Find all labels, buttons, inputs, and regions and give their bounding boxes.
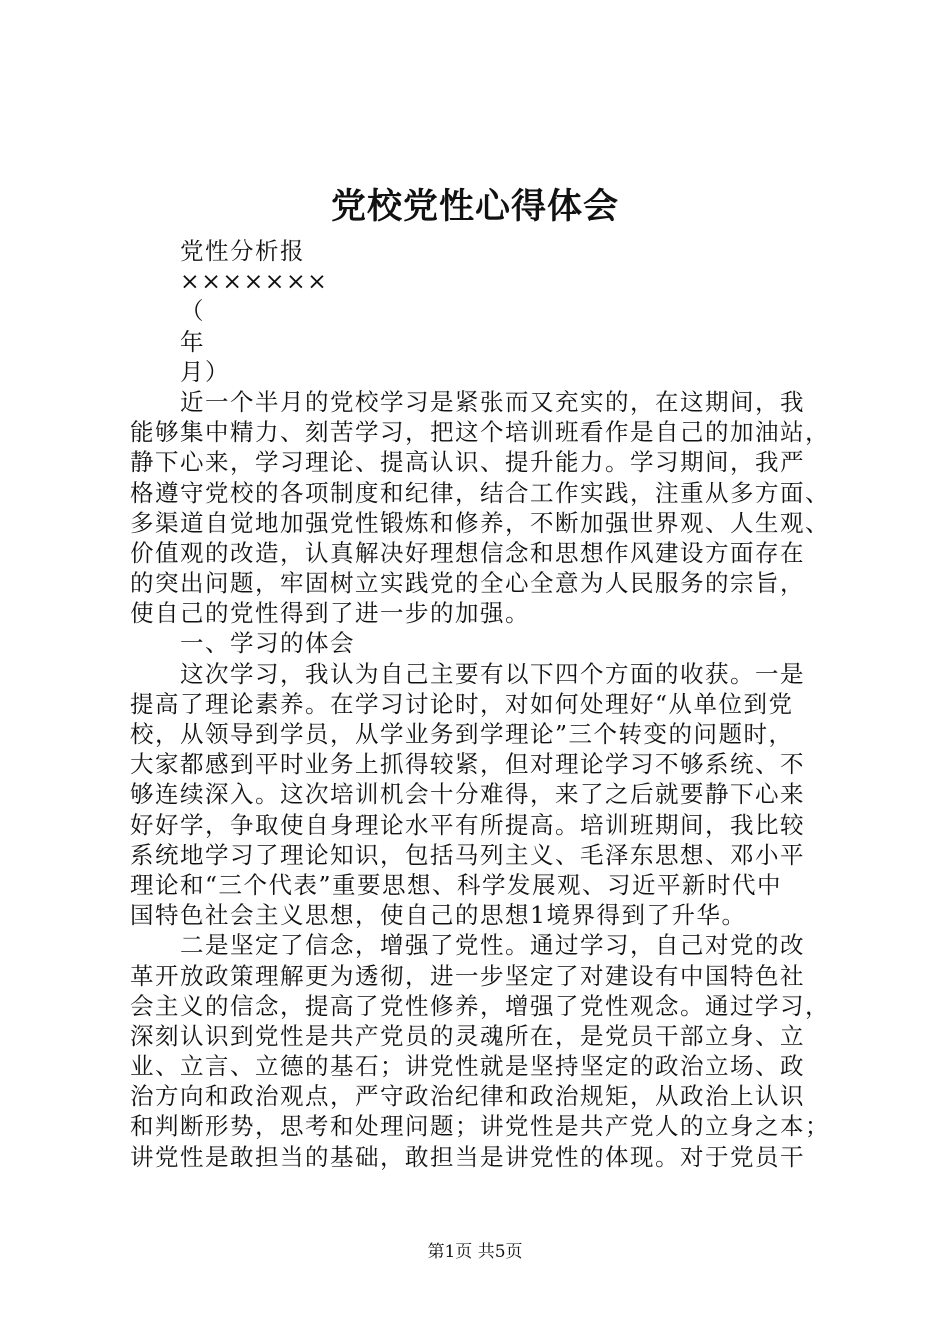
document-title: 党校党性心得体会 (330, 186, 619, 227)
text-line: 革开放政策理解更为透彻，进一步坚定了对建设有中国特色社 (130, 961, 805, 990)
text-line: 多渠道自觉地加强党性锻炼和修养，不断加强世界观、人生观、 (130, 508, 830, 537)
text-line: 系统地学习了理论知识，包括马列主义、毛泽东思想、邓小平 (130, 840, 805, 869)
text-line: 好好学，争取使自身理论水平有所提高。培训班期间，我比较 (130, 810, 805, 839)
text-line: 深刻认识到党性是共产党员的灵魂所在，是党员干部立身、立 (130, 1021, 805, 1050)
text-line: 能够集中精力、刻苦学习，把这个培训班看作是自己的加油站， (130, 418, 830, 447)
page-footer: 第1页 共5页 (427, 1242, 523, 1262)
text-line: 会主义的信念，提高了党性修养，增强了党性观念。通过学习， (130, 991, 830, 1020)
text-line: 提高了理论素养。在学习讨论时，对如何处理好“从单位到党 (130, 689, 794, 718)
text-line: 月） (180, 357, 230, 386)
text-line: 和判断形势，思考和处理问题；讲党性是共产党人的立身之本； (130, 1112, 830, 1141)
text-line: 年 (180, 327, 205, 356)
text-line: 理论和“三个代表”重要思想、科学发展观、习近平新时代中 (130, 870, 783, 899)
text-line: 校，从领导到学员，从学业务到学理论”三个转变的问题时， (130, 720, 794, 748)
text-line: 格遵守党校的各项制度和纪律，结合工作实践，注重从多方面、 (130, 478, 830, 507)
text-line: 二是坚定了信念，增强了党性。通过学习，自己对党的改 (180, 931, 805, 960)
text-line: 价值观的改造，认真解决好理想信念和思想作风建设方面存在 (130, 538, 805, 567)
text-line: 一、学习的体会 (180, 629, 355, 658)
text-line: 讲党性是敢担当的基础，敢担当是讲党性的体现。对于党员干 (130, 1142, 805, 1171)
text-line: （ (180, 297, 205, 326)
text-line: 国特色社会主义思想，使自己的思想1境界得到了升华。 (130, 901, 747, 930)
text-line: 够连续深入。这次培训机会十分难得，来了之后就要静下心来 (130, 780, 805, 809)
text-line: 静下心来，学习理论、提高认识、提升能力。学习期间，我严 (130, 448, 805, 477)
document-body (130, 236, 830, 1172)
text-line: 的突出问题，牢固树立实践党的全心全意为人民服务的宗旨， (130, 569, 805, 598)
text-line: 近一个半月的党校学习是紧张而又充实的，在这期间，我 (180, 387, 805, 416)
text-line: 治方向和政治观点，严守政治纪律和政治规矩，从政治上认识 (130, 1082, 805, 1111)
text-line: 业、立言、立德的基石；讲党性就是坚持坚定的政治立场、政 (130, 1052, 805, 1081)
text-line: ××××××× (180, 267, 329, 296)
text-line: 使自己的党性得到了进一步的加强。 (130, 599, 530, 628)
text-line: 这次学习，我认为自己主要有以下四个方面的收获。一是 (180, 659, 805, 688)
text-line: 大家都感到平时业务上抓得较紧，但对理论学习不够系统、不 (130, 750, 805, 779)
text-line: 党性分析报 (180, 237, 305, 265)
